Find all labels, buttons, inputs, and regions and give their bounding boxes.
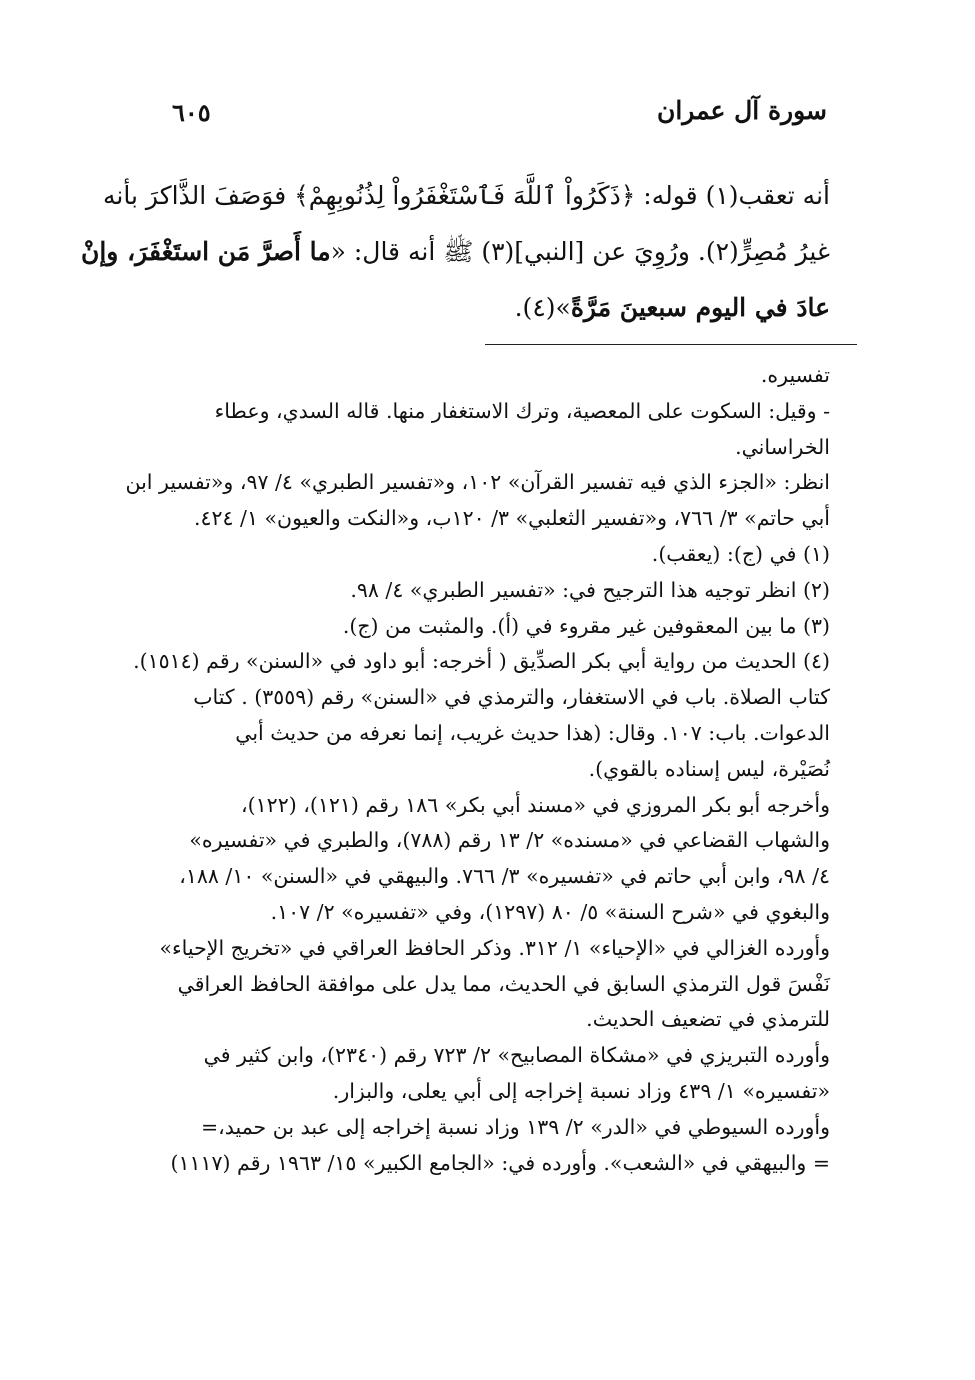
main-text bbox=[81, 168, 830, 336]
main-text-line bbox=[142, 280, 830, 336]
footnote-line: - وقيل: السكوت على المعصية، وترك الاستغفار منها. قاله السدي، وعطاء bbox=[214, 398, 830, 423]
main-text-line: أنه تعقب(١) قوله: ﴿ذَكَرُواْ ٱللَّهَ فَٱسْتَغْفَرُواْ لِذُنُوبِهِمْ﴾ فوَصَفَ الذَّاكرَ بأنه bbox=[103, 181, 830, 210]
footnote-line: انظر: «الجزء الذي فيه تفسير القرآن» ١٠٢، و«تفسير الطبري» ٤/ ٩٧، و«تفسير ابن bbox=[125, 470, 830, 495]
footnote-line: الدعوات. باب: ١٠٧. وقال: (هذا حديث غريب، إنما نعرفه من حديث أبي bbox=[235, 720, 830, 745]
footnote-line: للترمذي في تضعيف الحديث. bbox=[586, 1007, 830, 1032]
footnotes bbox=[125, 358, 830, 1181]
footnote-line: (٣) ما بين المعقوفين غير مقروء في (أ). والمثبت من (ج). bbox=[342, 613, 830, 638]
footnote-line: «تفسيره» ١/ ٤٣٩ وزاد نسبة إخراجه إلى أبي يعلى، والبزار. bbox=[332, 1078, 830, 1103]
hadith-quote: ما أَصرَّ مَن استَغْفَرَ، وإنْ bbox=[81, 237, 331, 266]
footnote-line: (٢) انظر توجيه هذا الترجيح في: «تفسير الطبري» ٤/ ٩٨. bbox=[350, 577, 830, 602]
main-text-line bbox=[81, 224, 830, 280]
footnote-separator bbox=[485, 344, 857, 345]
footnote-line: (١) في (ج): (يعقب). bbox=[651, 541, 830, 566]
footnote-line: ٤/ ٩٨، وابن أبي حاتم في «تفسيره» ٣/ ٧٦٦. والبيهقي في «السنن» ١٠/ ١٨٨، bbox=[179, 864, 830, 889]
main-text-segment: غيرُ مُصِرٍّ(٢). ورُوِيَ عن [النبي](٣) ﷺ أنه قال: « bbox=[330, 237, 830, 266]
footnote-line: وأورده السيوطي في «الدر» ٢/ ١٣٩ وزاد نسبة إخراجه إلى عبد بن حميد،= bbox=[200, 1114, 830, 1139]
hadith-quote: عادَ في اليوم سبعينَ مَرَّةً bbox=[570, 293, 830, 322]
footnote-line: تفسيره. bbox=[760, 363, 830, 387]
footnote-line: وأورده الغزالي في «الإحياء» ١/ ٣١٢. وذكر الحافظ العراقي في «تخريج الإحياء» bbox=[159, 935, 830, 960]
footnote-line: وأورده التبريزي في «مشكاة المصابيح» ٢/ ٧٢٣ رقم (٢٣٤٠)، وابن كثير في bbox=[203, 1043, 830, 1068]
footnote-line: (٤) الحديث من رواية أبي بكر الصدِّيق ( أخرجه: أبو داود في «السنن» رقم (١٥١٤). bbox=[133, 649, 830, 674]
footnote-line: نَفْسَ قول الترمذي السابق في الحديث، مما يدل على موافقة الحافظ العراقي bbox=[177, 971, 830, 996]
footnote-line: كتاب الصلاة. باب في الاستغفار، والترمذي في «السنن» رقم (٣٥٥٩) . كتاب bbox=[193, 685, 830, 710]
footnote-line: والبغوي في «شرح السنة» ٥/ ٨٠ (١٢٩٧)، وفي «تفسيره» ٢/ ١٠٧. bbox=[270, 899, 830, 924]
running-header-title: سورة آل عمران bbox=[656, 96, 827, 125]
page-number: ٦٠٥ bbox=[172, 98, 211, 127]
footnote-line: والشهاب القضاعي في «مسنده» ٢/ ١٣ رقم (٧٨٨)، والطبري في «تفسيره» bbox=[189, 828, 830, 853]
footnote-line: وأخرجه أبو بكر المروزي في «مسند أبي بكر» ١٨٦ رقم (١٢١)، (١٢٢)، bbox=[241, 792, 830, 817]
footnote-line: أبي حاتم» ٣/ ٧٦٦، و«تفسير الثعلبي» ٣/ ١٢٠ب، و«النكت والعيون» ١/ ٤٢٤. bbox=[193, 506, 830, 531]
footnote-line: نُصَيْرة، ليس إسناده بالقوي). bbox=[588, 756, 830, 781]
footnote-line: = والبيهقي في «الشعب». وأورده في: «الجامع الكبير» ١٥/ ١٩٦٣ رقم (١١١٧) bbox=[170, 1150, 830, 1175]
footnote-line: الخراساني. bbox=[735, 434, 830, 459]
main-text-segment: »(٤). bbox=[514, 293, 571, 322]
